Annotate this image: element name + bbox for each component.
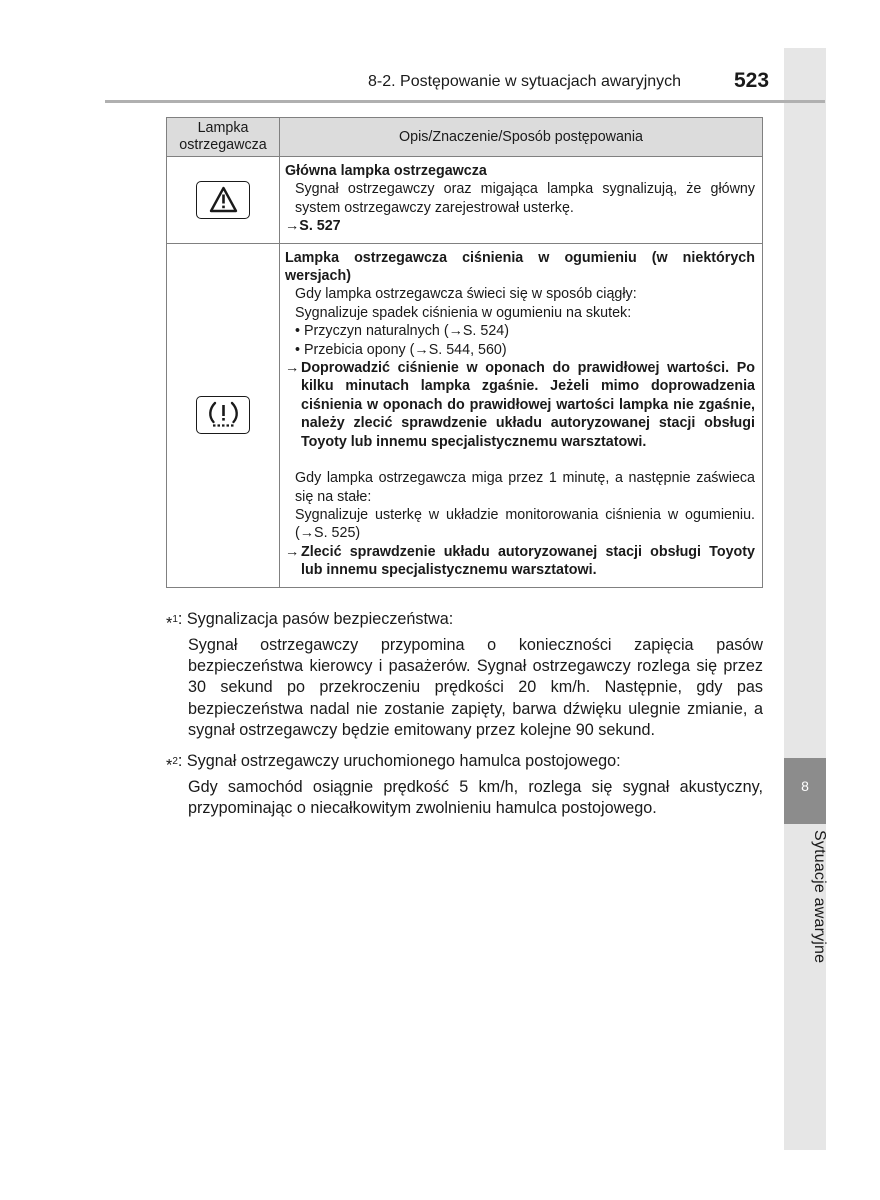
tire-pressure-warning-icon <box>196 396 250 434</box>
action-instruction <box>285 359 755 451</box>
header-divider <box>105 100 825 103</box>
arrow-glyph: → <box>285 543 300 560</box>
icon-cell <box>167 243 280 587</box>
footnote-marker: *$^2$ <box>166 756 178 775</box>
footnote-marker: *$^1$ <box>166 614 178 633</box>
row-title: Główna lampka ostrzegawcza <box>285 163 487 179</box>
chapter-number-badge: 8 <box>784 758 826 824</box>
page-number: 523 <box>734 69 770 92</box>
blink-intro: Gdy lampka ostrzegawcza miga przez 1 minutę, a następnie zaświeca się na stałe: <box>295 470 755 505</box>
table-row <box>167 157 763 244</box>
footnote <box>166 609 763 741</box>
arrow-glyph: → <box>285 218 300 235</box>
action-text: Zlecić sprawdzenie układu autoryzowanej stacji obsługi Toyoty lub innemu specjalistycznemu warsztatowi. <box>301 543 755 579</box>
arrow-glyph: → <box>285 360 300 377</box>
description-cell <box>280 157 763 244</box>
chapter-title-vertical: Sytuacje awaryjne <box>811 830 828 964</box>
page-reference <box>285 217 755 235</box>
footnote-text: Sygnał ostrzegawczy przypomina o konieczności zapięcia pasów bezpieczeństwa kierowcy i pasażerów. Sygnał ostrzegawczy rozlega się przez 30 sekund po przekroczeniu prędkości 20 km/h. Następnie, gdy pas bezpieczeństwa nadal nie zostanie zapięty, barwa dźwięku ulegnie zmianie, a sygnał ostrzegawczy będzie emitowany przez kolejne 90 sekund. <box>188 635 763 739</box>
list-item: • Przyczyn naturalnych (→S. 524) <box>295 323 509 340</box>
action-text: Doprowadzić ciśnienie w oponach do prawidłowej wartości. Po kilku minutach lampka zgaśnie. Jeżeli mimo doprowadzenia ciśnienia w oponach do prawidłowej wartości lampka nie zgaśnie, należy zlecić sprawdzenie układu autoryzowanej stacji obsługi Toyoty lub innemu specjalistycznemu warsztatowi. <box>301 360 755 450</box>
row-text: Sygnał ostrzegawczy oraz migająca lampka sygnalizują, że główny system ostrzegawczy zarejestrował usterkę. <box>295 181 755 216</box>
row-title: Lampka ostrzegawcza ciśnienia w ogumieniu (w niektórych wersjach) <box>285 249 755 285</box>
footnote-title: : Sygnalizacja pasów bezpieczeństwa: <box>177 610 454 628</box>
footnote <box>166 751 763 819</box>
section-heading: 8-2. Postępowanie w sytuacjach awaryjnych <box>368 73 682 90</box>
warning-lights-table <box>166 117 763 588</box>
table-header-row <box>167 118 763 157</box>
page-link: S. 527 <box>299 218 341 235</box>
footnote-text: Gdy samochód osiągnie prędkość 5 km/h, rozlega się sygnał akustyczny, przypominając o niecałkowitym zwolnieniu hamulca postojowego. <box>188 777 763 818</box>
steady-text: Sygnalizuje spadek ciśnienia w ogumieniu na skutek: <box>295 304 632 321</box>
header-description-column: Opis/Znaczenie/Sposób postępowania <box>280 118 763 157</box>
footnotes <box>166 609 763 829</box>
icon-cell <box>167 157 280 244</box>
list-item: • Przebicia opony (→S. 544, 560) <box>295 341 507 358</box>
master-warning-icon <box>196 181 250 219</box>
table-row <box>167 243 763 587</box>
footnote-title: : Sygnał ostrzegawczy uruchomionego hamulca postojowego: <box>177 752 621 771</box>
blink-text: Sygnalizuje usterkę w układzie monitorowania ciśnienia w ogumieniu. (→S. 525) <box>295 506 755 542</box>
action-instruction <box>285 543 755 580</box>
header-icon-column: Lampka ostrzegawcza <box>167 118 280 157</box>
steady-intro: Gdy lampka ostrzegawcza świeci się w sposób ciągły: <box>295 286 637 303</box>
description-cell <box>280 243 763 587</box>
